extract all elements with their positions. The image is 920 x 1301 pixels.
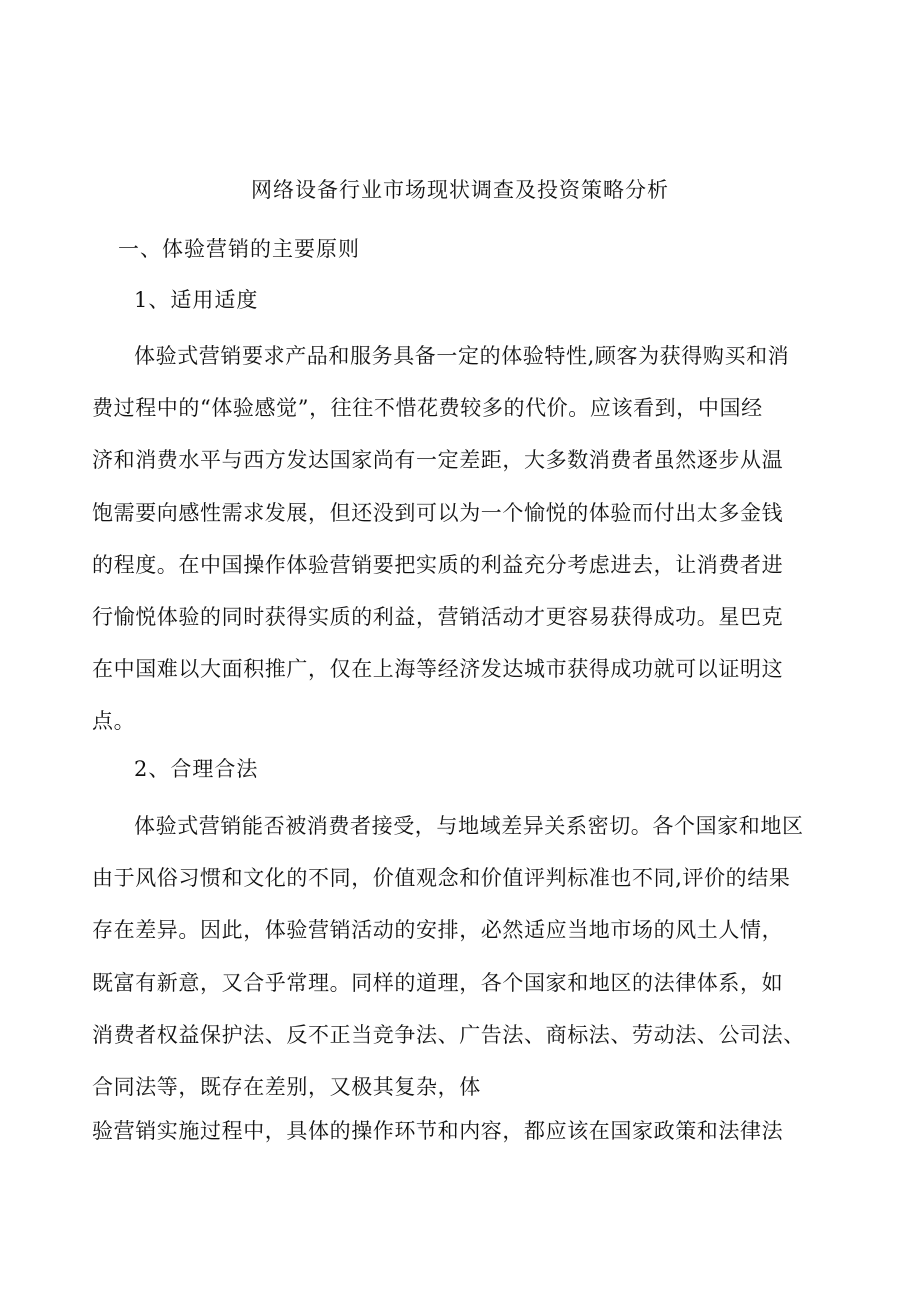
paragraph-line: 费过程中的“体验感觉”，往往不惜花费较多的代价。应该看到，中国经: [92, 396, 763, 421]
paragraph-line: 由于风俗习惯和文化的不同，价值观念和价值评判标准也不同,评价的结果: [92, 866, 791, 891]
paragraph-line: 既富有新意，又合乎常理。同样的道理，各个国家和地区的法律体系，如: [92, 970, 784, 995]
subsection-heading-1: 1、适用适度: [134, 288, 259, 312]
subsection-heading-2: 2、合理合法: [134, 757, 259, 781]
paragraph-3: 验营销实施过程中，具体的操作环节和内容，都应该在国家政策和法律法: [92, 1119, 784, 1143]
paragraph-line: 在中国难以大面积推广，仅在上海等经济发达城市获得成功就可以证明这: [92, 657, 784, 682]
paragraph-line: 济和消费水平与西方发达国家尚有一定差距，大多数消费者虽然逐步从温: [92, 448, 784, 473]
document-title: 网络设备行业市场现状调查及投资策略分析: [251, 178, 669, 202]
paragraph-line: 消费者权益保护法、反不正当竞争法、广告法、商标法、劳动法、公司法、: [92, 1022, 805, 1047]
section-heading: 一、体验营销的主要原则: [118, 237, 360, 261]
paragraph-line: 合同法等，既存在差别，又极其复杂，体: [92, 1074, 481, 1099]
paragraph-line: 体验式营销要求产品和服务具备一定的体验特性,顾客为获得购买和消: [134, 344, 790, 368]
paragraph-2: [92, 800, 838, 1113]
paragraph-line: 存在差异。因此，体验营销活动的安排，必然适应当地市场的风土人情，: [92, 918, 784, 943]
paragraph-1: [92, 330, 838, 748]
paragraph-line: 体验式营销能否被消费者接受，与地域差异关系密切。各个国家和地区: [134, 814, 804, 838]
paragraph-line: 的程度。在中国操作体验营销要把实质的利益充分考虑进去，让消费者进: [92, 552, 784, 577]
paragraph-line: 点。: [92, 709, 136, 734]
paragraph-line: 饱需要向感性需求发展，但还没到可以为一个愉悦的体验而付出太多金钱: [92, 500, 784, 525]
paragraph-line: 行愉悦体验的同时获得实质的利益，营销活动才更容易获得成功。星巴克: [92, 604, 784, 629]
